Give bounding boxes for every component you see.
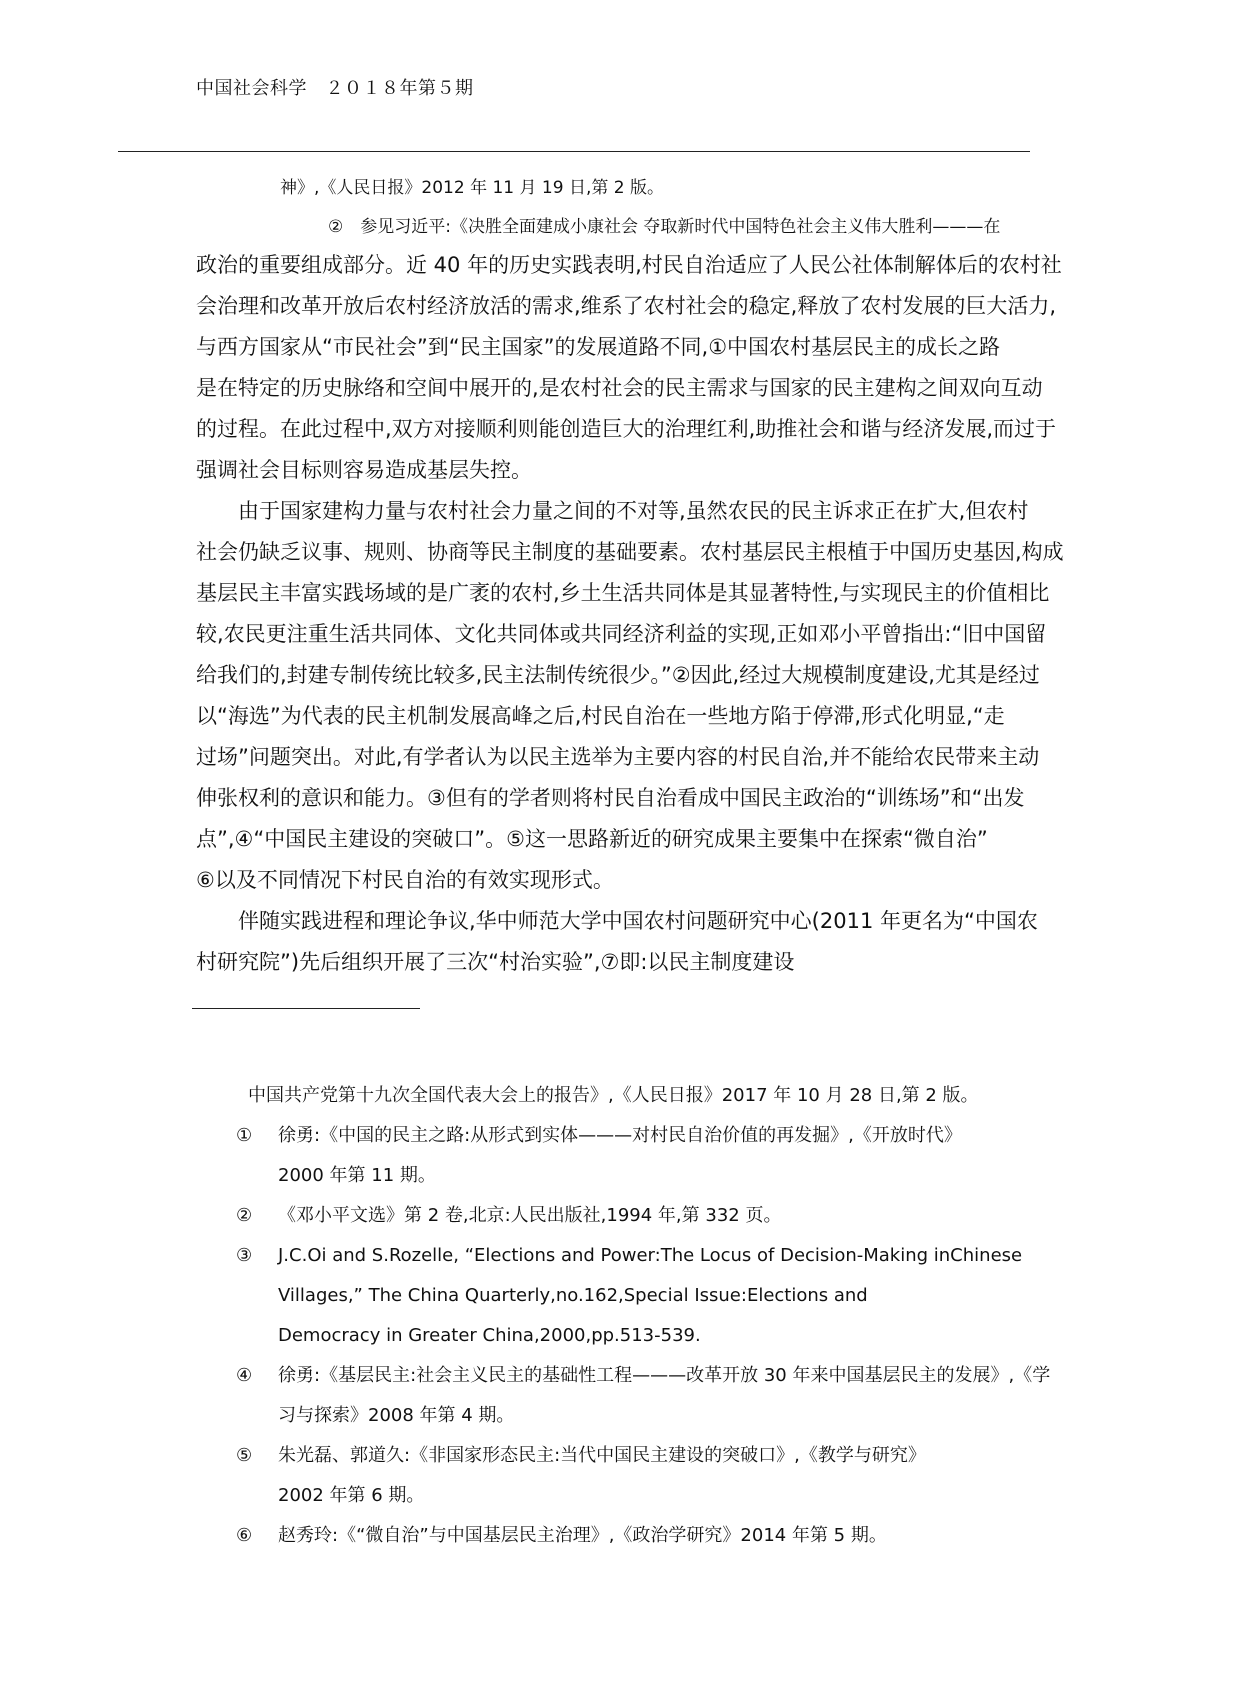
footnote-line: 朱光磊、郭道久:《非国家形态民主:当代中国民主建设的突破口》,《教学与研究》 bbox=[278, 1445, 926, 1466]
footnote-line: 2000 年第 11 期。 bbox=[278, 1165, 436, 1186]
prev-footnote-line-1: 神》,《人民日报》2012 年 11 月 19 日,第 2 版。 bbox=[280, 178, 664, 198]
body-line: 给我们的,封建专制传统比较多,民主法制传统很少。”②因此,经过大规模制度建设,尤其是经过 bbox=[196, 663, 1040, 687]
footnote-line: 习与探索》2008 年第 4 期。 bbox=[278, 1405, 515, 1426]
body-line: 村研究院”)先后组织开展了三次“村治实验”,⑦即:以民主制度建设 bbox=[196, 950, 795, 974]
body-text bbox=[196, 245, 1120, 983]
body-line: 社会仍缺乏议事、规则、协商等民主制度的基础要素。农村基层民主根植于中国历史基因,构成 bbox=[196, 540, 1064, 564]
footnote-line: 2002 年第 6 期。 bbox=[278, 1485, 425, 1506]
footnote-rule bbox=[192, 1008, 420, 1009]
body-line: 伴随实践进程和理论争议,华中师范大学中国农村问题研究中心(2011 年更名为“中国农 bbox=[196, 909, 1038, 933]
footnote-line: J.C.Oi and S.Rozelle, “Elections and Power:The Locus of Decision-Making inChinese bbox=[278, 1245, 1023, 1266]
body-line: ⑥以及不同情况下村民自治的有效实现形式。 bbox=[196, 868, 614, 892]
footnote-mark: ③ bbox=[236, 1245, 253, 1266]
body-line: 的过程。在此过程中,双方对接顺利则能创造巨大的治理红利,助推社会和谐与经济发展,而过于 bbox=[196, 417, 1057, 441]
body-line: 以“海选”为代表的民主机制发展高峰之后,村民自治在一些地方陷于停滞,形式化明显,“走 bbox=[196, 704, 1005, 728]
footnote-mark: ① bbox=[236, 1125, 253, 1146]
body-line: 与西方国家从“市民社会”到“民主国家”的发展道路不同,①中国农村基层民主的成长之路 bbox=[196, 335, 1001, 359]
footnote-line: 徐勇:《基层民主:社会主义民主的基础性工程———改革开放 30 年来中国基层民主的发展》,《学 bbox=[278, 1365, 1051, 1386]
footnote-mark: ② bbox=[236, 1205, 253, 1226]
body-line: 过场”问题突出。对此,有学者认为以民主选举为主要内容的村民自治,并不能给农民带来主动 bbox=[196, 745, 1040, 769]
footnote-line: 《邓小平文选》第 2 卷,北京:人民出版社,1994 年,第 332 页。 bbox=[278, 1205, 782, 1226]
header-rule bbox=[118, 151, 1030, 152]
body-line: 是在特定的历史脉络和空间中展开的,是农村社会的民主需求与国家的民主建构之间双向互动 bbox=[196, 376, 1043, 400]
footnote-mark: ⑥ bbox=[236, 1525, 253, 1546]
prev-footnote-line-2: ② 参见习近平:《决胜全面建成小康社会 夺取新时代中国特色社会主义伟大胜利———在 bbox=[328, 217, 1001, 237]
body-line: 强调社会目标则容易造成基层失控。 bbox=[196, 458, 532, 482]
footnote-line: 徐勇:《中国的民主之路:从形式到实体———对村民自治价值的再发掘》,《开放时代》 bbox=[278, 1125, 962, 1146]
footnote-line: 赵秀玲:《“微自治”与中国基层民主治理》,《政治学研究》2014 年第 5 期。 bbox=[278, 1525, 887, 1546]
footnote-carryover: 中国共产党第十九次全国代表大会上的报告》,《人民日报》2017 年 10 月 28 日,第 2 版。 bbox=[248, 1085, 979, 1106]
body-line: 政治的重要组成部分。近 40 年的历史实践表明,村民自治适应了人民公社体制解体后的农村社 bbox=[196, 253, 1062, 277]
body-line: 伸张权利的意识和能力。③但有的学者则将村民自治看成中国民主政治的“训练场”和“出发 bbox=[196, 786, 1025, 810]
body-line: 由于国家建构力量与农村社会力量之间的不对等,虽然农民的民主诉求正在扩大,但农村 bbox=[196, 499, 1029, 523]
body-line: 点”,④“中国民主建设的突破口”。⑤这一思路新近的研究成果主要集中在探索“微自治” bbox=[196, 827, 988, 851]
body-line: 基层民主丰富实践场域的是广袤的农村,乡土生活共同体是其显著特性,与实现民主的价值相比 bbox=[196, 581, 1050, 605]
running-header: 中国社会科学 ２０１８年第５期 bbox=[196, 78, 474, 99]
footnote-mark: ④ bbox=[236, 1365, 253, 1386]
footnote-line: Democracy in Greater China,2000,pp.513-539. bbox=[278, 1325, 701, 1346]
footnote-line: Villages,” The China Quarterly,no.162,Special Issue:Elections and bbox=[278, 1285, 868, 1306]
footnote-mark: ⑤ bbox=[236, 1445, 253, 1466]
body-line: 较,农民更注重生活共同体、文化共同体或共同经济利益的实现,正如邓小平曾指出:“旧中国留 bbox=[196, 622, 1047, 646]
body-line: 会治理和改革开放后农村经济放活的需求,维系了农村社会的稳定,释放了农村发展的巨大活力, bbox=[196, 294, 1057, 318]
